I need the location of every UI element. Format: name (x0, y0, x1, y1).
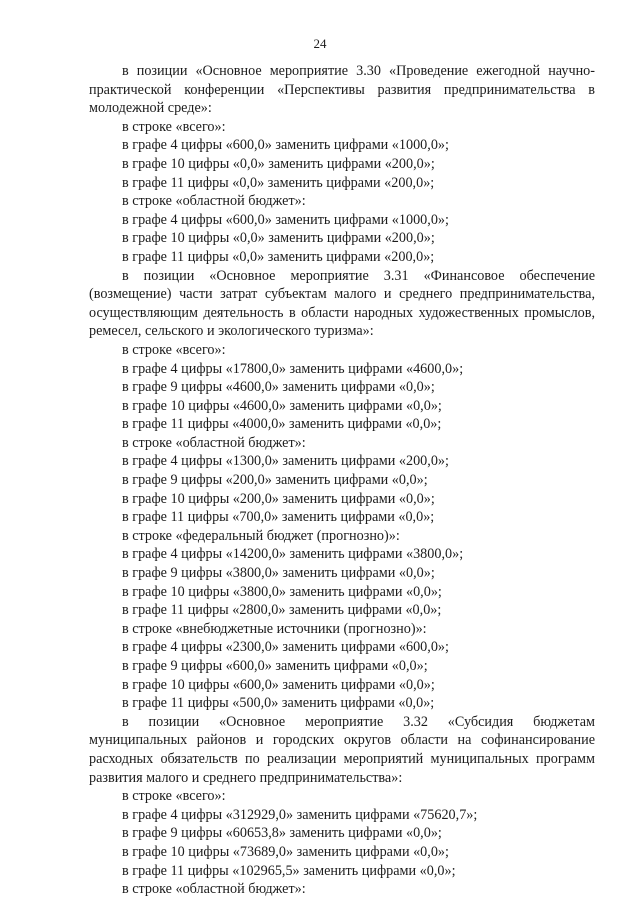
amendment-line: в графе 4 цифры «1300,0» заменить цифрами «200,0»; (122, 453, 449, 470)
amendment-line: в графе 10 цифры «73689,0» заменить цифрами «0,0»; (122, 843, 449, 860)
amendment-line: в графе 10 цифры «3800,0» заменить цифрами «0,0»; (122, 583, 442, 600)
amendment-line: в графе 10 цифры «200,0» заменить цифрами «0,0»; (122, 490, 435, 507)
document-body (89, 62, 595, 899)
amendment-line: в графе 11 цифры «500,0» заменить цифрами «0,0»; (122, 695, 435, 712)
paragraph: в позиции «Основное мероприятие 3.30 «Проведение ежегодной научно-практической конференции «Перспективы развития предпринимательства в молодежной среде»: (89, 63, 595, 117)
amendment-line: в графе 9 цифры «4600,0» заменить цифрами «0,0»; (122, 379, 435, 396)
amendment-line: в графе 11 цифры «700,0» заменить цифрами «0,0»; (122, 509, 435, 526)
amendment-line: в графе 11 цифры «4000,0» заменить цифрами «0,0»; (122, 416, 442, 433)
amendment-line: в графе 10 цифры «0,0» заменить цифрами «200,0»; (122, 230, 435, 247)
amendment-line: в строке «внебюджетные источники (прогнозно)»: (122, 620, 427, 637)
amendment-line: в графе 11 цифры «0,0» заменить цифрами «200,0»; (122, 174, 435, 191)
amendment-line: в графе 4 цифры «312929,0» заменить цифрами «75620,7»; (122, 806, 478, 823)
amendment-line: в графе 9 цифры «60653,8» заменить цифрами «0,0»; (122, 825, 442, 842)
amendment-line: в графе 10 цифры «0,0» заменить цифрами «200,0»; (122, 155, 435, 172)
amendment-line: в графе 4 цифры «600,0» заменить цифрами «1000,0»; (122, 137, 449, 154)
paragraph: в позиции «Основное мероприятие 3.32 «Субсидия бюджетам муниципальных районов и городских округов области на софинансирование расходных обязательств по реализации мероприятий муниципальных программ развития малого и среднего предпринимательства»: (89, 713, 595, 786)
amendment-line: в строке «федеральный бюджет (прогнозно)»: (122, 527, 400, 544)
amendment-line: в графе 4 цифры «14200,0» заменить цифрами «3800,0»; (122, 546, 464, 563)
amendment-line: в строке «областной бюджет»: (122, 434, 306, 451)
amendment-line: в графе 4 цифры «2300,0» заменить цифрами «600,0»; (122, 639, 449, 656)
amendment-line: в графе 11 цифры «0,0» заменить цифрами «200,0»; (122, 248, 435, 265)
amendment-line: в графе 9 цифры «600,0» заменить цифрами «0,0»; (122, 658, 428, 674)
page-number: 24 (313, 36, 327, 51)
amendment-line: в строке «всего»: (122, 341, 226, 358)
amendment-line: в графе 4 цифры «17800,0» заменить цифрами «4600,0»; (122, 360, 464, 377)
amendment-line: в графе 11 цифры «2800,0» заменить цифрами «0,0»; (122, 602, 442, 619)
amendment-line: в строке «всего»: (122, 118, 226, 135)
amendment-line: в строке «всего»: (122, 788, 226, 805)
amendment-line: в графе 10 цифры «4600,0» заменить цифрами «0,0»; (122, 397, 442, 414)
amendment-line: в графе 10 цифры «600,0» заменить цифрами «0,0»; (122, 676, 435, 693)
paragraph: в позиции «Основное мероприятие 3.31 «Финансовое обеспечение (возмещение) части затрат субъектам малого и среднего предпринимательства, осуществляющим деятельность в области народных художественных промыслов, ремесел, сельского и экологического туризма»: (89, 267, 595, 340)
amendment-line: в графе 9 цифры «3800,0» заменить цифрами «0,0»; (122, 565, 435, 582)
amendment-line: в графе 9 цифры «200,0» заменить цифрами «0,0»; (122, 472, 428, 489)
amendment-line: в графе 4 цифры «600,0» заменить цифрами «1000,0»; (122, 211, 449, 228)
amendment-line: в строке «областной бюджет»: (122, 881, 306, 898)
amendment-line: в графе 11 цифры «102965,5» заменить цифрами «0,0»; (122, 862, 456, 879)
amendment-line: в строке «областной бюджет»: (122, 193, 306, 210)
